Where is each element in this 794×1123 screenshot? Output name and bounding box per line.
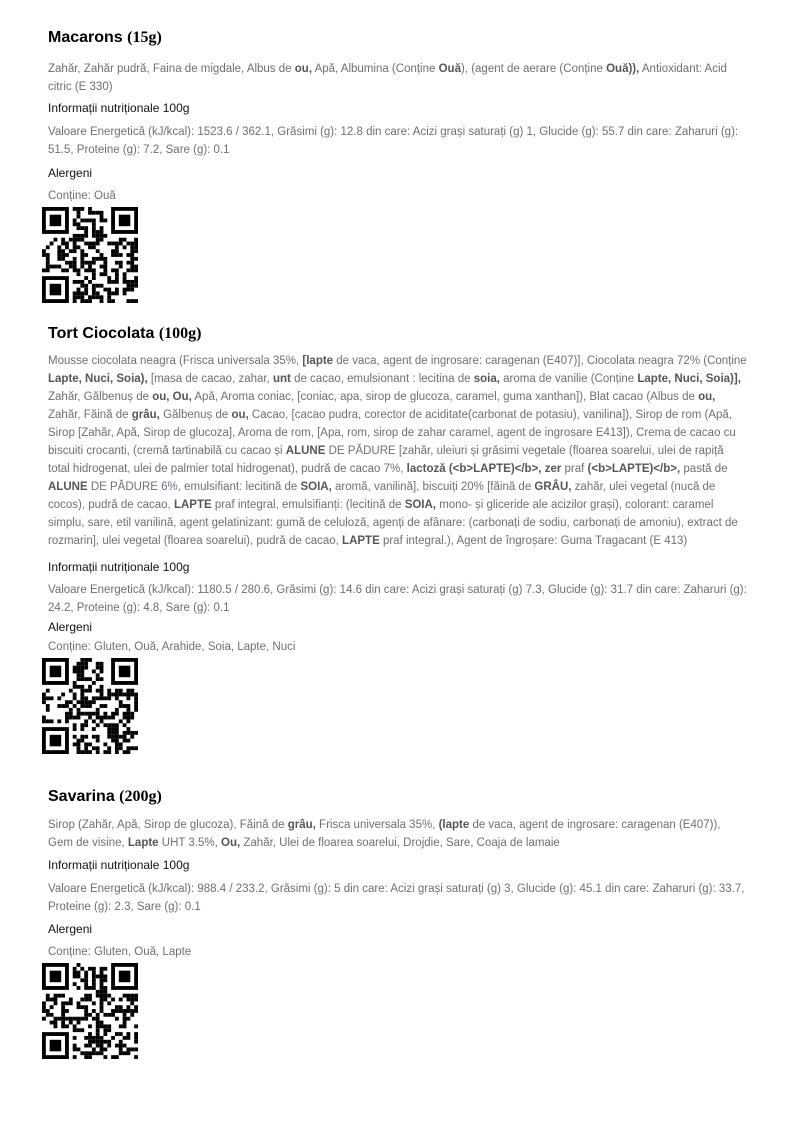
- ingredient-text-run: Gălbenuș de: [159, 409, 232, 421]
- allergen-highlight: SOIA,: [300, 481, 332, 493]
- product-weight: (200g): [119, 788, 162, 805]
- ingredient-text-run: de vaca, agent de ingrosare: caragenan (E407)], Ciocolata neagra 72% (Conține: [333, 355, 747, 367]
- nutrition-heading: Informații nutriționale 100g: [48, 858, 190, 872]
- allergen-highlight: soia,: [473, 373, 500, 385]
- nutrition-values: Valoare Energetică (kJ/kcal): 988.4 / 233.2, Grăsimi (g): 5 din care: Acizi grași saturați (g) 3, Glucide (g): 45.1 din care: Zaharuri (g): 33.7, Proteine (g): 2.3, Sare (g): 0.1: [48, 883, 745, 913]
- ingredient-text-run: Sirop (Zahăr, Apă, Sirop de glucoza), Făină de: [48, 819, 288, 831]
- ingredient-text-run: Apă, Aroma coniac, [coniac, apa, sirop de glucoza, caramel, guma xanthan]), Blat cacao (Albus de: [191, 391, 699, 403]
- ingredient-text-run: Cacao, [cacao pudra, corector de aciditate(carbonat de potasiu), vanilina]), Sirop de rom (Apă, Sirop [Zahăr, Apă, Sirop de glucoza], Aroma de rom, [Apa, rom, sirop de zahar caramel, agent de ingrosare E413]), Crema de cacao cu biscuiti crocanti, (cremă tartinabilă cu cacao și: [48, 409, 736, 457]
- nutrition-heading: Informații nutriționale 100g: [48, 560, 190, 574]
- allergens-heading: Alergeni: [48, 620, 93, 634]
- ingredients-text: [48, 60, 748, 96]
- ingredient-text-run: Zahăr, Făină de: [48, 409, 132, 421]
- ingredient-text-run: Zahăr, Ulei de floarea soarelui, Drojdie, Sare, Coaja de lamaie: [240, 837, 560, 849]
- allergen-highlight: LAPTE: [342, 535, 380, 547]
- ingredient-text-run: Zahăr, Zahăr pudră, Faina de migdale, Albus de: [48, 63, 295, 75]
- allergens-heading: Alergeni: [48, 922, 93, 936]
- ingredient-text-run: ), (agent de aerare (Conține: [460, 63, 607, 75]
- allergen-highlight: (lapte: [438, 819, 470, 831]
- nutrition-heading: Informații nutriționale 100g: [48, 101, 190, 115]
- allergen-highlight: ALUNE: [285, 445, 326, 457]
- allergen-highlight: ou,: [698, 391, 716, 403]
- allergen-highlight: Lapte, Nuci, Soia)],: [637, 373, 741, 385]
- allergen-highlight: Ouă)),: [606, 63, 640, 75]
- nutrition-values: Valoare Energetică (kJ/kcal): 1523.6 / 362.1, Grăsimi (g): 12.8 din care: Acizi grași saturați (g) 1, Glucide (g): 55.7 din care: Zaharuri (g): 51.5, Proteine (g): 7.2, Sare (g): 0.1: [48, 126, 739, 156]
- ingredient-text-run: pastă de: [680, 463, 728, 475]
- product-savarina: [48, 787, 748, 1059]
- ingredient-text-run: Frisca universala 35%,: [315, 819, 439, 831]
- allergen-highlight: ou,: [294, 63, 313, 75]
- qr-code-icon: [42, 207, 138, 303]
- nutrition-values: Valoare Energetică (kJ/kcal): 1180.5 / 280.6, Grăsimi (g): 14.6 din care: Acizi grași saturați (g) 7.3, Glucide (g): 31.7 din care: Zaharuri (g): 24.2, Proteine (g): 4.8, Sare (g): 0.1: [48, 584, 747, 614]
- allergen-highlight: Lapte: [127, 837, 159, 849]
- qr-code-icon: [42, 658, 138, 754]
- ingredient-text-run: Zahăr, Gălbenuș de: [48, 391, 153, 403]
- allergens-heading: Alergeni: [48, 166, 93, 180]
- product-sheet: [48, 28, 748, 1059]
- product-name: Macarons: [48, 29, 123, 46]
- product-title: [48, 324, 748, 344]
- allergen-highlight: Ouă: [438, 63, 461, 75]
- allergen-highlight: SOIA,: [404, 499, 436, 511]
- ingredient-text-run: mono- și gliceride ale acizilor grași), colorant: caramel simplu, sare, etil vanilină, agent gelatinizant: gumă de celuloză, agenți de afânare: (carbonați de sodiu, carbonați de amoniu), extract de rozmarin], ulei vegetal (floarea soarelui), pudră de cacao,: [48, 499, 738, 547]
- allergen-highlight: unt: [272, 373, 291, 385]
- ingredient-text-run: aroma de vanilie (Conține: [499, 373, 638, 385]
- qr-code-icon: [42, 963, 138, 1059]
- product-tort-ciocolata: [48, 324, 748, 787]
- product-macarons: [48, 28, 748, 324]
- ingredient-text-run: praf: [561, 463, 588, 475]
- product-title: [48, 28, 748, 48]
- ingredient-text-run: de vaca, agent de ingrosare: caragenan (E407)), Gem de visine,: [48, 819, 721, 849]
- ingredient-text-run: praf integral, emulsifianți: (lecitină de: [211, 499, 405, 511]
- allergen-highlight: LAPTE: [173, 499, 212, 511]
- allergens-value: Conține: Gluten, Ouă, Lapte: [48, 946, 192, 958]
- ingredient-text-run: UHT 3.5%,: [158, 837, 221, 849]
- product-weight: (100g): [158, 325, 202, 342]
- ingredient-text-run: Mousse ciocolata neagra (Frisca universala 35%,: [48, 355, 303, 367]
- ingredients-text: [48, 352, 748, 550]
- allergen-highlight: GRÂU,: [534, 481, 572, 493]
- product-weight: (15g): [127, 29, 162, 46]
- ingredient-text-run: aromă, vanilină], biscuiți 20% [făină de: [331, 481, 535, 493]
- ingredient-text-run: DE PĂDURE 6%, emulsifiant: lecitină de: [87, 481, 301, 493]
- allergen-highlight: grâu,: [287, 819, 316, 831]
- allergen-highlight: ou, Ou,: [152, 391, 192, 403]
- product-name: Savarina: [48, 788, 115, 805]
- allergen-highlight: grâu,: [131, 409, 160, 421]
- ingredient-text-run: de cacao, emulsionant : lecitina de: [290, 373, 474, 385]
- allergen-highlight: ou,: [231, 409, 249, 421]
- product-title: [48, 787, 748, 807]
- allergen-highlight: Lapte, Nuci, Soia),: [48, 373, 148, 385]
- allergen-highlight: Ou,: [221, 837, 241, 849]
- product-name: Tort Ciocolata: [48, 325, 155, 342]
- allergen-highlight: (<b>LAPTE)</b>,: [587, 463, 681, 475]
- ingredient-text-run: Apă, Albumina (Conține: [312, 63, 439, 75]
- allergens-value: Conține: Ouă: [48, 190, 116, 202]
- ingredients-text: [48, 816, 748, 852]
- ingredient-text-run: zahăr, ulei vegetal (nucă de cocos), pudră de cacao,: [48, 481, 716, 511]
- ingredient-text-run: DE PĂDURE [zahăr, uleiuri și grăsimi vegetale (floarea soarelui, ulei de rapiță total hidrogenat, ulei de palmier total hidrogenat), pudră de cacao 7%,: [48, 445, 724, 475]
- allergen-highlight: ALUNE: [48, 481, 88, 493]
- ingredient-text-run: [masa de cacao, zahar,: [147, 373, 273, 385]
- ingredient-text-run: Antioxidant: Acid citric (E 330): [48, 63, 727, 93]
- ingredient-text-run: praf integral.), Agent de îngroșare: Guma Tragacant (E 413): [379, 535, 688, 547]
- allergen-highlight: lactoză (<b>LAPTE)</b>, zer: [406, 463, 562, 475]
- allergens-value: Conține: Gluten, Ouă, Arahide, Soia, Lapte, Nuci: [48, 641, 296, 653]
- allergen-highlight: [lapte: [302, 355, 334, 367]
